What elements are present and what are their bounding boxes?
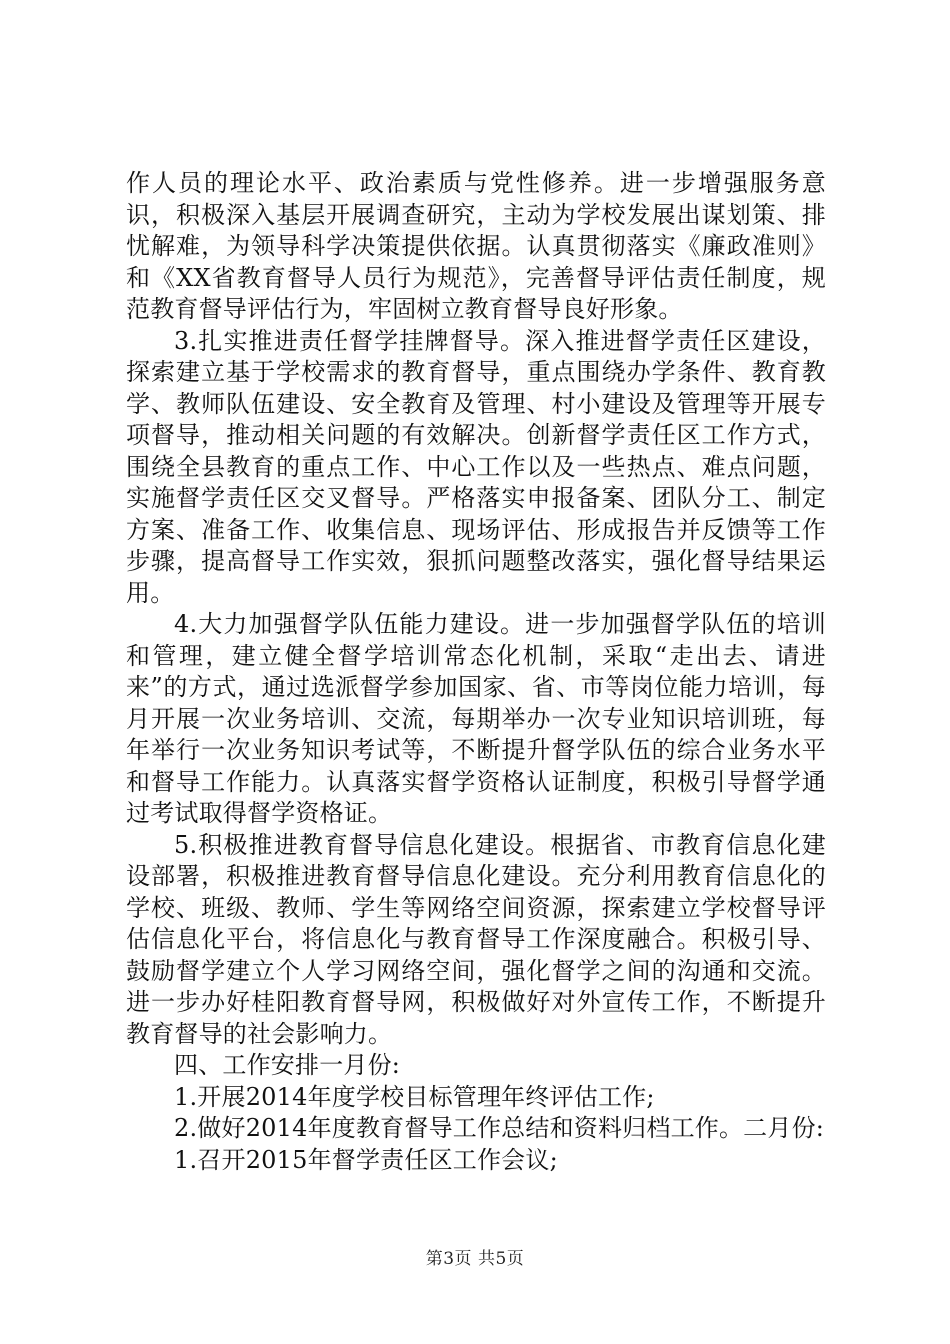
paragraph-continuation: 作人员的理论水平、政治素质与党性修养。进一步增强服务意识，积极深入基层开展调查研究，主动为学校发展出谋划策、排忧解难，为领导科学决策提供依据。认真贯彻落实《廉政准则》和《XX省教育督导人员行为规范》，完善督导评估责任制度，规范教育督导评估行为，牢固树立教育督导良好形象。 xyxy=(126,169,826,323)
document-body xyxy=(126,168,826,1176)
paragraph-item-3: 3.扎实推进责任督学挂牌督导。深入推进督学责任区建设，探索建立基于学校需求的教育督导，重点围绕办学条件、教育教学、教师队伍建设、安全教育及管理、村小建设及管理等开展专项督导，推动相关问题的有效解决。创新督学责任区工作方式，围绕全县教育的重点工作、中心工作以及一些热点、难点问题，实施督学责任区交叉督导。严格落实申报备案、团队分工、制定方案、准备工作、收集信息、现场评估、形成报告并反馈等工作步骤，提高督导工作实效，狠抓问题整改落实，强化督导结果运用。 xyxy=(126,326,826,607)
section-heading-work-schedule: 四、工作安排一月份: xyxy=(174,1051,401,1079)
schedule-item: 1.开展2014年度学校目标管理年终评估工作; xyxy=(174,1082,655,1111)
page-footer: 第3页 共5页 xyxy=(425,1249,525,1269)
paragraph-item-4: 4.大力加强督学队伍能力建设。进一步加强督学队伍的培训和管理，建立健全督学培训常态化机制，采取“走出去、请进来”的方式，通过选派督学参加国家、省、市等岗位能力培训，每月开展一次业务培训、交流，每期举办一次专业知识培训班，每年举行一次业务知识考试等，不断提升督学队伍的综合业务水平和督导工作能力。认真落实督学资格认证制度，积极引导督学通过考试取得督学资格证。 xyxy=(126,610,826,827)
paragraph-item-5: 5.积极推进教育督导信息化建设。根据省、市教育信息化建设部署，积极推进教育督导信息化建设。充分利用教育信息化的学校、班级、教师、学生等网络空间资源，探索建立学校督导评估信息化平台，将信息化与教育督导工作深度融合。积极引导、鼓励督学建立个人学习网络空间，强化督学之间的沟通和交流。进一步办好桂阳教育督导网，积极做好对外宣传工作，不断提升教育督导的社会影响力。 xyxy=(126,830,826,1048)
schedule-item: 2.做好2014年度教育督导工作总结和资料归档工作。二月份: xyxy=(174,1114,825,1142)
schedule-item: 1.召开2015年督学责任区工作会议; xyxy=(174,1145,558,1174)
